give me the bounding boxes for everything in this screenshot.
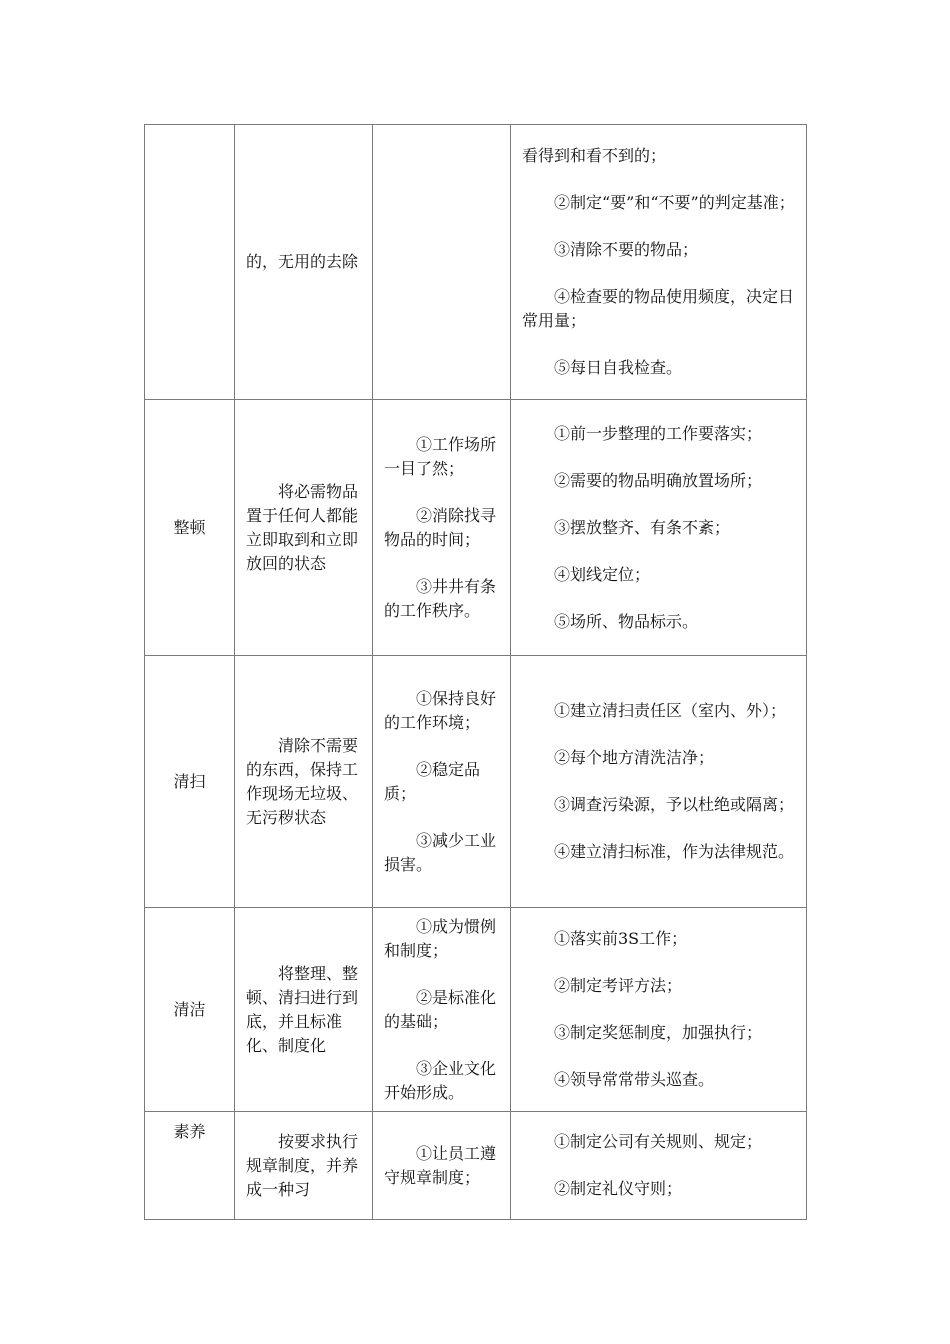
item-name: 清洁 xyxy=(173,999,206,1019)
implementation-item: ②每个地方清洗洁净； xyxy=(554,748,715,767)
definition-text: 按要求执行规章制度，并养成一种习 xyxy=(246,1131,359,1199)
item-name-cell xyxy=(145,908,235,1112)
purpose-cell xyxy=(373,400,511,656)
implementation-item: ①制定公司有关规则、规定； xyxy=(554,1132,763,1151)
definition-cell xyxy=(235,908,373,1112)
implementation-cell xyxy=(511,400,807,656)
implementation-cell xyxy=(511,1112,807,1220)
definition-cell xyxy=(235,400,373,656)
fives-table xyxy=(144,124,807,1220)
definition-text: 清除不需要的东西，保持工作现场无垃圾、无污秽状态 xyxy=(246,735,359,827)
purpose-item: ①让员工遵守规章制度； xyxy=(384,1143,497,1187)
implementation-item: ①建立清扫责任区（室内、外）； xyxy=(554,701,787,720)
purpose-item: ①成为惯例和制度； xyxy=(384,916,497,960)
purpose-item: ②消除找寻物品的时间； xyxy=(384,505,497,549)
purpose-item: ②是标准化的基础； xyxy=(384,987,497,1031)
implementation-item: ②制定礼仪守则； xyxy=(554,1179,683,1198)
item-name-cell xyxy=(145,1112,235,1220)
implementation-item: ③制定奖惩制度，加强执行； xyxy=(554,1023,763,1042)
item-name-cell xyxy=(145,400,235,656)
definition-text: 将必需物品置于任何人都能立即取到和立即放回的状态 xyxy=(246,481,359,573)
purpose-item: ①保持良好的工作环境； xyxy=(384,688,497,732)
implementation-item: ④检查要的物品使用频度，决定日常用量； xyxy=(522,287,795,330)
implementation-item: ②制定考评方法； xyxy=(554,976,683,995)
implementation-item: ④领导常常带头巡查。 xyxy=(554,1070,715,1089)
purpose-cell xyxy=(373,656,511,908)
implementation-item: ⑤场所、物品标示。 xyxy=(554,611,699,631)
item-name-cell xyxy=(145,656,235,908)
item-name: 整顿 xyxy=(173,517,206,537)
implementation-item: ⑤每日自我检查。 xyxy=(554,358,683,377)
purpose-cell xyxy=(373,1112,511,1220)
implementation-item: ④划线定位； xyxy=(554,564,651,584)
implementation-item: 看得到和看不到的； xyxy=(522,146,667,165)
table-row xyxy=(145,400,807,656)
purpose-item: ①工作场所一目了然； xyxy=(384,434,497,478)
implementation-item: ①前一步整理的工作要落实； xyxy=(554,423,763,443)
purpose-item: ③减少工业损害。 xyxy=(384,830,497,874)
implementation-cell xyxy=(511,125,807,400)
definition-cell xyxy=(235,1112,373,1220)
implementation-cell xyxy=(511,908,807,1112)
item-name: 素养 xyxy=(173,1122,206,1141)
implementation-cell xyxy=(511,656,807,908)
item-name-cell xyxy=(145,125,235,400)
implementation-item: ②需要的物品明确放置场所； xyxy=(554,470,763,490)
purpose-item: ③企业文化开始形成。 xyxy=(384,1058,497,1102)
purpose-item: ③井井有条的工作秩序。 xyxy=(384,576,497,620)
implementation-item: ③调查污染源，予以杜绝或隔离； xyxy=(554,795,795,814)
definition-text: 的，无用的去除 xyxy=(246,252,359,271)
implementation-item: ②制定“要”和“不要”的判定基准； xyxy=(554,193,795,212)
definition-cell xyxy=(235,125,373,400)
table-row xyxy=(145,908,807,1112)
item-name: 清扫 xyxy=(173,771,206,791)
purpose-item: ②稳定品质； xyxy=(384,759,481,803)
definition-cell xyxy=(235,656,373,908)
purpose-cell xyxy=(373,125,511,400)
implementation-item: ④建立清扫标准，作为法律规范。 xyxy=(554,842,795,861)
definition-text: 将整理、整顿、清扫进行到底，并且标准化、制度化 xyxy=(246,963,359,1055)
table-row xyxy=(145,656,807,908)
table-row xyxy=(145,125,807,400)
purpose-cell xyxy=(373,908,511,1112)
implementation-item: ①落实前3S工作； xyxy=(554,929,688,948)
implementation-item: ③摆放整齐、有条不紊； xyxy=(554,517,731,537)
table-row xyxy=(145,1112,807,1220)
implementation-item: ③清除不要的物品； xyxy=(554,240,699,259)
